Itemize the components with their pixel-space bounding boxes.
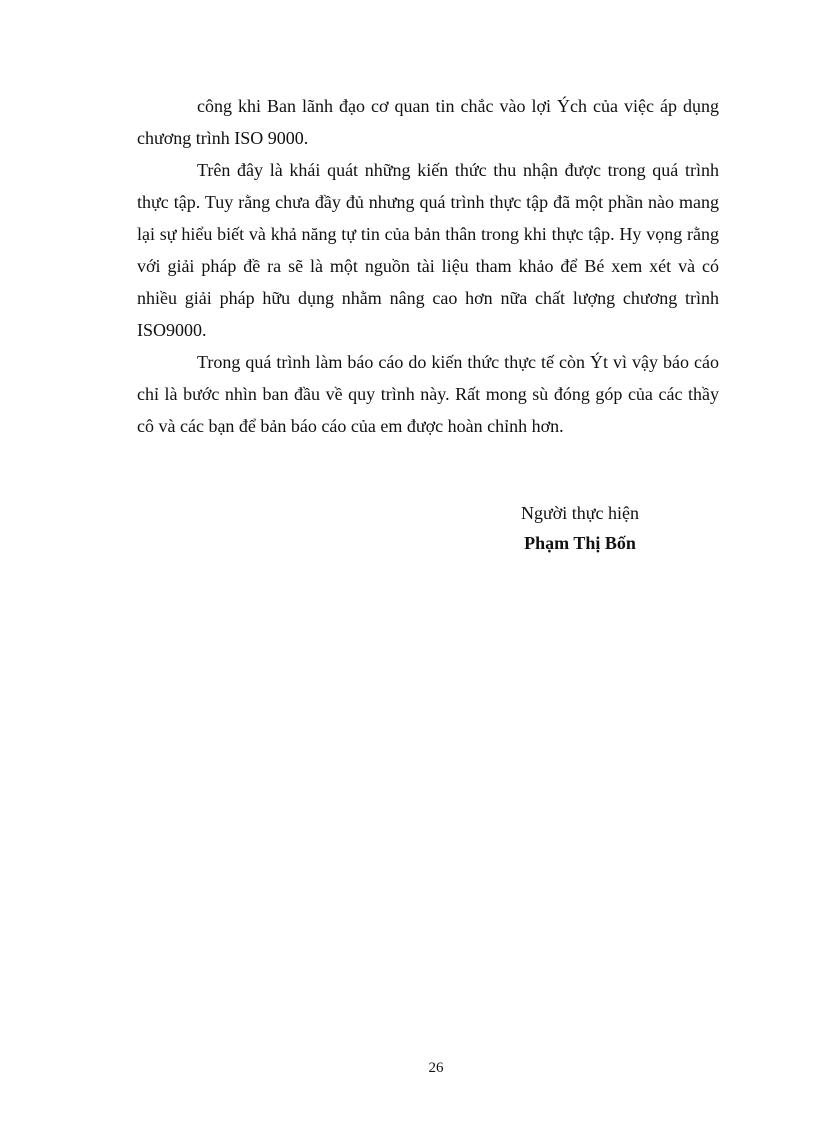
paragraph-continuation: công khi Ban lãnh đạo cơ quan tin chắc vào lợi Ých của việc áp dụng chương trình ISO 9000. [137,96,719,148]
page-number: 26 [428,1060,444,1076]
signer-role: Người thực hiện [520,503,639,523]
paragraph-closing: Trong quá trình làm báo cáo do kiến thức thực tế còn Ýt vì vậy báo cáo chỉ là bước nhìn ban đầu về quy trình này. Rất mong sù đóng góp của các thầy cô và các bạn để bản báo cáo của em được hoàn chỉnh hơn. [137,352,719,436]
paragraph-summary: Trên đây là khái quát những kiến thức thu nhận được trong quá trình thực tập. Tuy rằng chưa đầy đủ nhưng quá trình thực tập đã một phần nào mang lại sự hiểu biết và khả năng tự tin của bản thân trong khi thực tập. Hy vọng rằng với giải pháp đề ra sẽ là một nguồn tài liệu tham khảo để Bé xem xét và có nhiều giải pháp hữu dụng nhằm nâng cao hơn nữa chất lượng chương trình ISO9000. [137,160,719,340]
signature-block [500,498,660,558]
body-text [137,90,719,442]
signer-name: Phạm Thị Bốn [524,533,636,553]
